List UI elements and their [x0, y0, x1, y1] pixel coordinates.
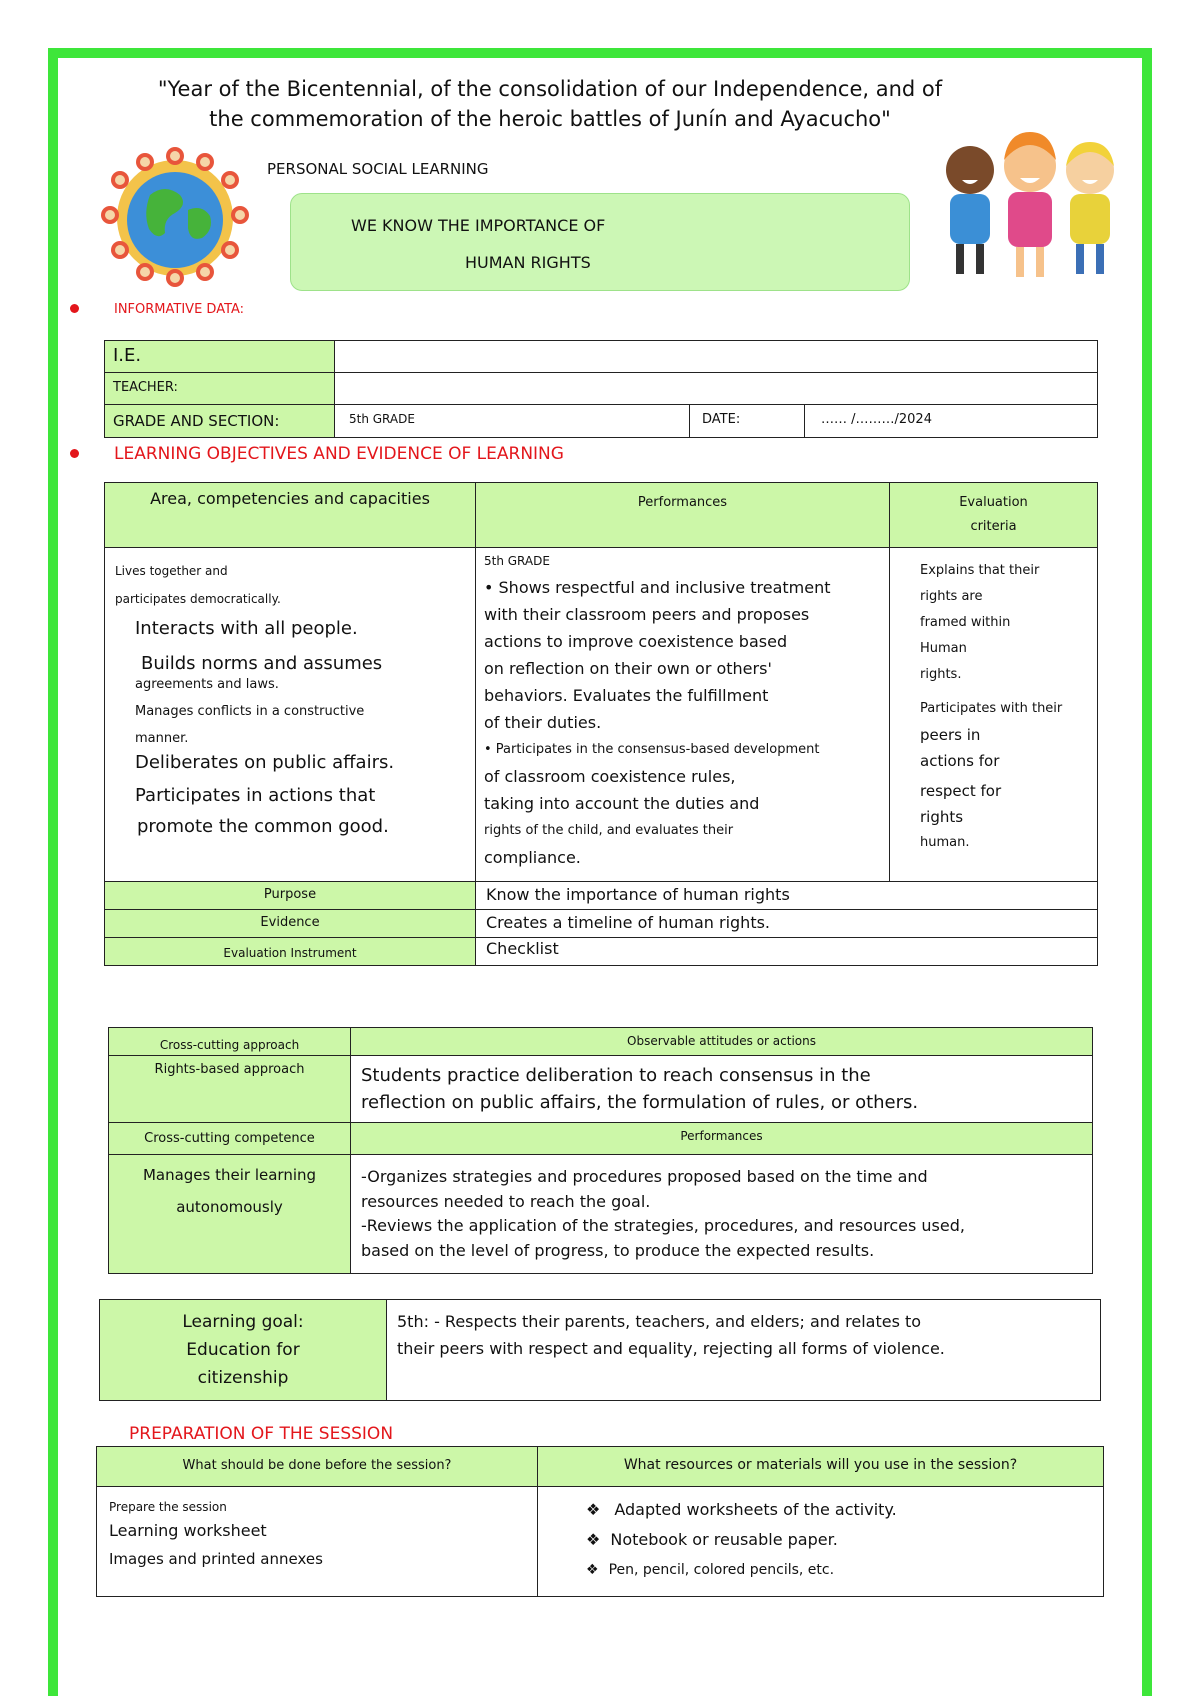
criteria-cell: Explains that their rights are framed within Human rights. Participates with their peers in actions for respect for rights human. — [890, 548, 1098, 882]
resources-cell — [538, 1487, 1104, 1597]
motto: "Year of the Bicentennial, of the consolidation of our Independence, and of the commemoration of the heroic battles of Junín and Ayacucho" — [157, 77, 943, 131]
objectives-heading: LEARNING OBJECTIVES AND EVIDENCE OF LEARNING — [114, 444, 564, 464]
competence-text: -Organizes strategies and procedures proposed based on the time and resources needed to reach the goal. -Reviews the application of the strategies, procedures, and resources used, based on the level of progress, to produce the expected results. — [351, 1155, 1093, 1274]
resource-item: ❖ Notebook or reusable paper. — [586, 1530, 838, 1549]
grade-label: GRADE AND SECTION: — [105, 405, 335, 438]
approach-name: Rights-based approach — [109, 1056, 351, 1123]
competence-name: Manages their learning autonomously — [109, 1155, 351, 1274]
date-label: DATE: — [690, 405, 805, 438]
instrument-value: Checklist — [476, 938, 1098, 966]
learning-goal-table — [99, 1299, 1101, 1401]
kids-illustration — [930, 130, 1130, 290]
bullet-icon — [70, 304, 79, 313]
resource-item: ❖ Pen, pencil, colored pencils, etc. — [586, 1562, 835, 1578]
evidence-label: Evidence — [105, 910, 476, 938]
learning-goal-label: Learning goal: Education for citizenship — [100, 1300, 387, 1401]
ie-value[interactable] — [335, 341, 1098, 373]
session-title-line1: WE KNOW THE IMPORTANCE OF — [351, 216, 606, 235]
learning-goal-text: 5th: - Respects their parents, teachers, and elders; and relates to their peers with respect and equality, rejecting all forms of violence. — [387, 1300, 1101, 1401]
ie-label: I.E. — [105, 341, 335, 373]
crosscutting-table — [108, 1027, 1093, 1274]
performances-cell: 5th GRADE • Shows respectful and inclusive treatment with their classroom peers and proposes actions to improve coexistence based on reflection on their own or others' behaviors. Evaluates the fulfillment of their duties. • Participates in the consensus-based development of classroom coexistence rules, taking into account the duties and rights of the child, and evaluates their compliance. — [476, 548, 890, 882]
informative-heading: INFORMATIVE DATA: — [114, 302, 245, 317]
instrument-label: Evaluation Instrument — [105, 938, 476, 966]
diamond-bullet-icon: ❖ — [586, 1562, 599, 1578]
capacities-cell: Lives together and participates democratically. Interacts with all people. Builds norms and assumes agreements and laws. Manages conflicts in a constructive manner. Deliberates on public affairs. Participates in actions that promote the common good. — [105, 548, 476, 882]
preparation-heading: PREPARATION OF THE SESSION — [129, 1424, 394, 1444]
date-value[interactable]: …… /………/2024 — [805, 405, 1098, 438]
performances-header: Performances — [476, 483, 890, 548]
approach-text: Students practice deliberation to reach consensus in the reflection on public affairs, the formulation of rules, or others. — [351, 1056, 1093, 1123]
crosscutting-performances-header: Performances — [351, 1123, 1093, 1155]
bullet-icon — [70, 449, 79, 458]
session-title-box — [290, 193, 910, 291]
resources-header: What resources or materials will you use in the session? — [538, 1447, 1104, 1487]
observable-header: Observable attitudes or actions — [351, 1028, 1093, 1056]
teacher-value[interactable] — [335, 373, 1098, 405]
competence-header: Cross-cutting competence — [109, 1123, 351, 1155]
preparation-table — [96, 1446, 1104, 1597]
session-title-line2: HUMAN RIGHTS — [465, 253, 591, 272]
purpose-label: Purpose — [105, 882, 476, 910]
objectives-table — [104, 482, 1098, 966]
subject-label: PERSONAL SOCIAL LEARNING — [267, 160, 489, 178]
approach-header: Cross-cutting approach — [109, 1028, 351, 1056]
before-session-cell: Prepare the session Learning worksheet Images and printed annexes — [97, 1487, 538, 1597]
area-header: Area, competencies and capacities — [105, 483, 476, 548]
teacher-label: TEACHER: — [105, 373, 335, 405]
resource-item: ❖ Adapted worksheets of the activity. — [586, 1500, 897, 1519]
globe-children-illustration — [80, 140, 270, 290]
purpose-value: Know the importance of human rights — [476, 882, 1098, 910]
diamond-bullet-icon: ❖ — [586, 1530, 601, 1549]
before-session-header: What should be done before the session? — [97, 1447, 538, 1487]
evidence-value: Creates a timeline of human rights. — [476, 910, 1098, 938]
criteria-header: Evaluation criteria — [890, 483, 1098, 548]
informative-table — [104, 340, 1098, 438]
diamond-bullet-icon: ❖ — [586, 1500, 601, 1519]
grade-value: 5th GRADE — [335, 405, 690, 438]
